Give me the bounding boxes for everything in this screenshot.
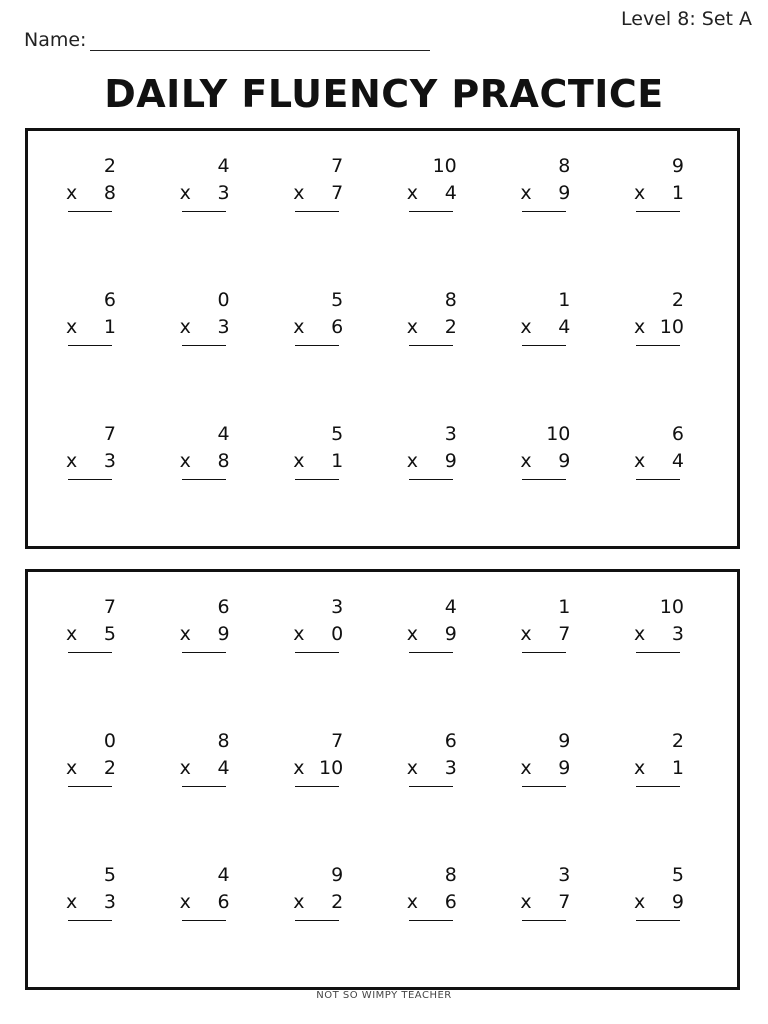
- answer-line[interactable]: [636, 920, 680, 921]
- multiplier-row: [180, 180, 230, 207]
- answer-line[interactable]: [522, 479, 566, 480]
- multiplier-row: [293, 621, 343, 648]
- answer-line[interactable]: [68, 920, 112, 921]
- multiplicand: 8: [444, 289, 457, 311]
- answer-line[interactable]: [295, 345, 339, 346]
- answer-line[interactable]: [522, 345, 566, 346]
- multiplicand: 4: [217, 155, 230, 177]
- operator-sign: x: [293, 757, 305, 779]
- multiplier-row: [180, 314, 230, 341]
- multiplier-row: [634, 755, 684, 782]
- multiplier: 3: [103, 891, 116, 913]
- multiplier-row: [66, 314, 116, 341]
- operator-sign: x: [633, 623, 646, 645]
- operator-sign: x: [293, 182, 305, 204]
- answer-line[interactable]: [522, 786, 566, 787]
- multiplier: 8: [217, 450, 230, 472]
- answer-line[interactable]: [295, 211, 339, 212]
- multiplier-row: [293, 180, 343, 207]
- multiplier: 6: [217, 891, 230, 913]
- multiplicand: 3: [558, 864, 571, 886]
- multiplication-problem: [634, 421, 694, 491]
- problem-set-box-1: [25, 128, 740, 549]
- multiplier: 8: [103, 182, 116, 204]
- multiplier: 1: [671, 182, 684, 204]
- multiplier-row: [407, 889, 457, 916]
- answer-line[interactable]: [182, 479, 226, 480]
- operator-sign: x: [293, 316, 305, 338]
- operator-sign: x: [633, 891, 646, 913]
- multiplicand: 5: [331, 289, 344, 311]
- operator-sign: x: [406, 450, 419, 472]
- multiplier-row: [634, 448, 684, 475]
- name-blank-line[interactable]: [90, 28, 430, 51]
- multiplier: 7: [558, 891, 571, 913]
- operator-sign: x: [520, 182, 532, 204]
- operator-sign: x: [66, 757, 78, 779]
- multiplicand: 7: [331, 155, 344, 177]
- multiplicand: 5: [331, 423, 344, 445]
- multiplier: 5: [103, 623, 116, 645]
- operator-sign: x: [633, 182, 646, 204]
- answer-line[interactable]: [409, 786, 453, 787]
- multiplier: 4: [558, 316, 571, 338]
- multiplier-row: [634, 621, 684, 648]
- multiplication-problem: [66, 862, 126, 932]
- multiplicand: 2: [671, 730, 684, 752]
- multiplicand: 2: [103, 155, 116, 177]
- multiplier-row: [520, 889, 570, 916]
- multiplication-problem: [180, 594, 240, 664]
- multiplier: 3: [217, 316, 230, 338]
- operator-sign: x: [179, 450, 191, 472]
- multiplicand: 4: [217, 864, 230, 886]
- multiplication-problem: [634, 728, 694, 798]
- operator-sign: x: [633, 316, 646, 338]
- answer-line[interactable]: [68, 211, 112, 212]
- multiplicand: 10: [432, 155, 457, 177]
- multiplier: 2: [331, 891, 344, 913]
- multiplicand: 0: [217, 289, 230, 311]
- page-title: DAILY FLUENCY PRACTICE: [104, 72, 664, 116]
- multiplicand: 2: [671, 289, 684, 311]
- answer-line[interactable]: [295, 479, 339, 480]
- multiplication-problem: [634, 594, 694, 664]
- multiplier-row: [634, 314, 684, 341]
- multiplier: 9: [558, 182, 571, 204]
- name-label: Name:: [24, 29, 87, 51]
- multiplier: 2: [444, 316, 457, 338]
- operator-sign: x: [179, 623, 191, 645]
- operator-sign: x: [406, 182, 419, 204]
- answer-line[interactable]: [182, 920, 226, 921]
- multiplication-problem: [66, 153, 126, 223]
- multiplier-row: [520, 621, 570, 648]
- multiplier: 3: [671, 623, 684, 645]
- answer-line[interactable]: [182, 786, 226, 787]
- multiplication-problem: [520, 421, 580, 491]
- multiplicand: 1: [558, 596, 571, 618]
- multiplier: 6: [444, 891, 457, 913]
- operator-sign: x: [406, 757, 419, 779]
- multiplicand: 8: [217, 730, 230, 752]
- multiplicand: 9: [331, 864, 344, 886]
- answer-line[interactable]: [409, 345, 453, 346]
- operator-sign: x: [66, 623, 78, 645]
- multiplication-problem: [520, 728, 580, 798]
- multiplicand: 7: [331, 730, 344, 752]
- operator-sign: x: [406, 623, 419, 645]
- multiplication-problem: [634, 153, 694, 223]
- multiplicand: 10: [546, 423, 571, 445]
- multiplier: 3: [217, 182, 230, 204]
- answer-line[interactable]: [522, 920, 566, 921]
- multiplier: 10: [659, 316, 684, 338]
- multiplier-row: [180, 448, 230, 475]
- operator-sign: x: [520, 316, 532, 338]
- multiplication-problem: [293, 153, 353, 223]
- multiplicand: 6: [671, 423, 684, 445]
- operator-sign: x: [520, 450, 532, 472]
- multiplier-row: [180, 889, 230, 916]
- multiplicand: 6: [444, 730, 457, 752]
- multiplication-problem: [293, 287, 353, 357]
- multiplier-row: [407, 755, 457, 782]
- multiplicand: 7: [103, 596, 116, 618]
- operator-sign: x: [179, 182, 191, 204]
- multiplier: 4: [671, 450, 684, 472]
- multiplier-row: [180, 755, 230, 782]
- problem-set-box-2: [25, 569, 740, 990]
- multiplier-row: [293, 314, 343, 341]
- multiplication-problem: [66, 594, 126, 664]
- operator-sign: x: [520, 757, 532, 779]
- multiplier-row: [520, 755, 570, 782]
- multiplication-problem: [520, 287, 580, 357]
- multiplication-problem: [180, 421, 240, 491]
- multiplier-row: [293, 755, 343, 782]
- answer-line[interactable]: [522, 652, 566, 653]
- answer-line[interactable]: [636, 211, 680, 212]
- multiplication-problem: [407, 153, 467, 223]
- multiplication-problem: [407, 862, 467, 932]
- multiplier-row: [180, 621, 230, 648]
- multiplicand: 9: [671, 155, 684, 177]
- multiplier-row: [634, 889, 684, 916]
- multiplier-row: [293, 448, 343, 475]
- multiplication-problem: [407, 728, 467, 798]
- multiplicand: 3: [444, 423, 457, 445]
- multiplier-row: [66, 180, 116, 207]
- multiplicand: 3: [331, 596, 344, 618]
- multiplicand: 6: [217, 596, 230, 618]
- multiplier: 9: [217, 623, 230, 645]
- multiplication-problem: [293, 421, 353, 491]
- problem-grid: [66, 594, 748, 996]
- multiplier: 3: [103, 450, 116, 472]
- multiplier-row: [66, 621, 116, 648]
- multiplier: 2: [103, 757, 116, 779]
- multiplication-problem: [180, 153, 240, 223]
- multiplier-row: [520, 180, 570, 207]
- multiplicand: 5: [103, 864, 116, 886]
- answer-line[interactable]: [636, 345, 680, 346]
- answer-line[interactable]: [182, 345, 226, 346]
- answer-line[interactable]: [636, 786, 680, 787]
- multiplier-row: [407, 448, 457, 475]
- multiplication-problem: [180, 287, 240, 357]
- multiplier: 9: [671, 891, 684, 913]
- multiplicand: 5: [671, 864, 684, 886]
- multiplicand: 4: [444, 596, 457, 618]
- multiplier: 9: [558, 757, 571, 779]
- answer-line[interactable]: [295, 920, 339, 921]
- multiplier: 9: [444, 623, 457, 645]
- multiplicand: 4: [217, 423, 230, 445]
- multiplier: 4: [217, 757, 230, 779]
- answer-line[interactable]: [182, 211, 226, 212]
- multiplication-problem: [66, 728, 126, 798]
- multiplier-row: [407, 180, 457, 207]
- multiplication-problem: [293, 862, 353, 932]
- operator-sign: x: [179, 316, 191, 338]
- answer-line[interactable]: [636, 479, 680, 480]
- multiplier: 9: [558, 450, 571, 472]
- multiplier: 4: [444, 182, 457, 204]
- problem-grid: [66, 153, 748, 555]
- answer-line[interactable]: [409, 479, 453, 480]
- operator-sign: x: [406, 316, 419, 338]
- multiplier: 10: [319, 757, 344, 779]
- operator-sign: x: [179, 757, 191, 779]
- operator-sign: x: [66, 316, 78, 338]
- answer-line[interactable]: [409, 211, 453, 212]
- multiplication-problem: [634, 862, 694, 932]
- multiplication-problem: [293, 594, 353, 664]
- operator-sign: x: [179, 891, 191, 913]
- multiplier: 3: [444, 757, 457, 779]
- answer-line[interactable]: [295, 652, 339, 653]
- multiplier-row: [66, 889, 116, 916]
- answer-line[interactable]: [522, 211, 566, 212]
- operator-sign: x: [66, 182, 78, 204]
- footer-credit: NOT SO WIMPY TEACHER: [316, 990, 452, 1001]
- answer-line[interactable]: [68, 652, 112, 653]
- operator-sign: x: [293, 450, 305, 472]
- multiplier-row: [407, 621, 457, 648]
- multiplier-row: [520, 314, 570, 341]
- multiplication-problem: [407, 421, 467, 491]
- multiplier-row: [293, 889, 343, 916]
- answer-line[interactable]: [68, 479, 112, 480]
- answer-line[interactable]: [68, 345, 112, 346]
- answer-line[interactable]: [636, 652, 680, 653]
- multiplier-row: [520, 448, 570, 475]
- operator-sign: x: [520, 891, 532, 913]
- multiplication-problem: [407, 287, 467, 357]
- multiplication-problem: [520, 862, 580, 932]
- name-field-row: [24, 28, 430, 51]
- operator-sign: x: [406, 891, 419, 913]
- multiplier-row: [66, 448, 116, 475]
- multiplication-problem: [407, 594, 467, 664]
- multiplier: 6: [331, 316, 344, 338]
- level-label: Level 8: Set A: [621, 8, 752, 30]
- multiplier-row: [407, 314, 457, 341]
- multiplicand: 8: [558, 155, 571, 177]
- multiplier: 1: [671, 757, 684, 779]
- multiplication-problem: [520, 594, 580, 664]
- operator-sign: x: [520, 623, 532, 645]
- multiplication-problem: [293, 728, 353, 798]
- multiplication-problem: [66, 421, 126, 491]
- operator-sign: x: [293, 623, 305, 645]
- multiplier: 0: [331, 623, 344, 645]
- operator-sign: x: [633, 757, 646, 779]
- multiplicand: 1: [558, 289, 571, 311]
- multiplicand: 8: [444, 864, 457, 886]
- multiplier: 9: [444, 450, 457, 472]
- multiplicand: 6: [103, 289, 116, 311]
- multiplicand: 7: [103, 423, 116, 445]
- multiplier: 1: [331, 450, 344, 472]
- answer-line[interactable]: [182, 652, 226, 653]
- multiplication-problem: [66, 287, 126, 357]
- multiplicand: 9: [558, 730, 571, 752]
- answer-line[interactable]: [409, 652, 453, 653]
- multiplicand: 10: [659, 596, 684, 618]
- multiplier: 7: [331, 182, 344, 204]
- multiplication-problem: [520, 153, 580, 223]
- multiplier: 7: [558, 623, 571, 645]
- operator-sign: x: [66, 891, 78, 913]
- multiplicand: 0: [103, 730, 116, 752]
- operator-sign: x: [66, 450, 78, 472]
- operator-sign: x: [293, 891, 305, 913]
- answer-line[interactable]: [409, 920, 453, 921]
- answer-line[interactable]: [295, 786, 339, 787]
- multiplier-row: [634, 180, 684, 207]
- operator-sign: x: [633, 450, 646, 472]
- multiplication-problem: [180, 862, 240, 932]
- answer-line[interactable]: [68, 786, 112, 787]
- multiplication-problem: [634, 287, 694, 357]
- multiplication-problem: [180, 728, 240, 798]
- multiplier: 1: [103, 316, 116, 338]
- multiplier-row: [66, 755, 116, 782]
